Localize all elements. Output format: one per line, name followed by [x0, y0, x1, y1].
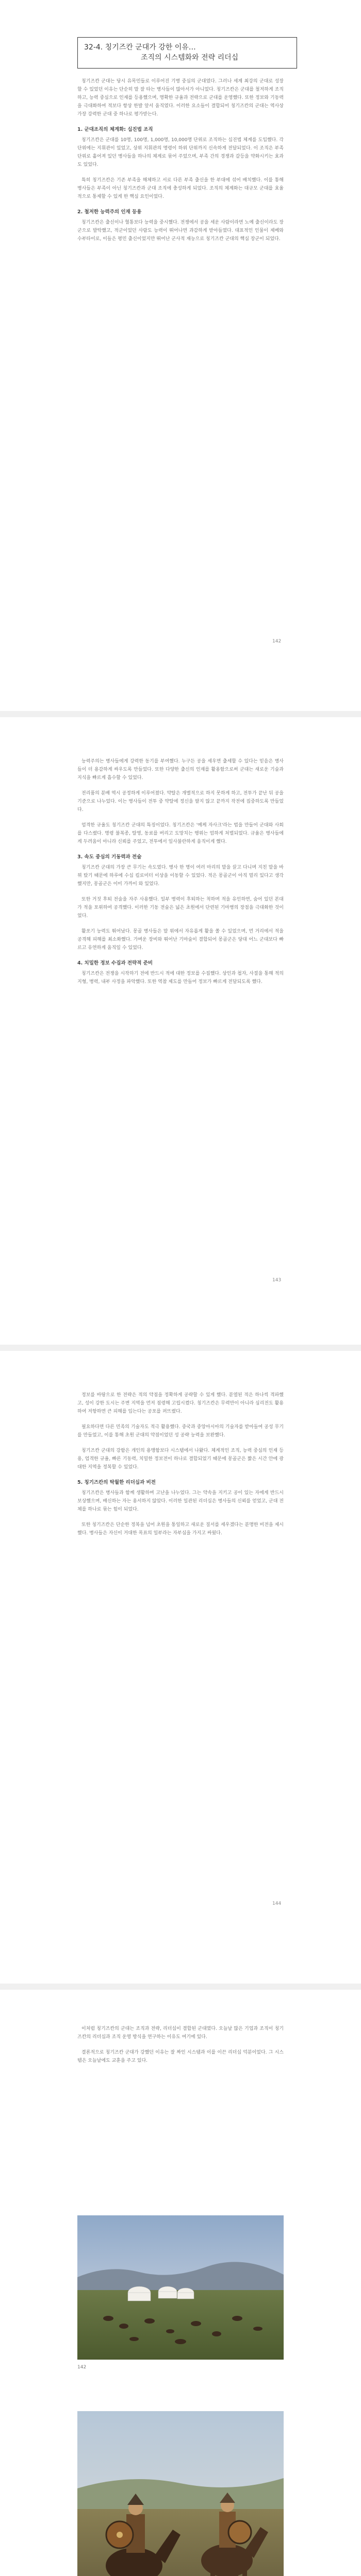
page-number: 143 [272, 1278, 282, 1283]
section-title-line2: 조직의 시스템화와 전략 리더십 [141, 53, 239, 62]
paragraph: 칭기즈칸은 전쟁을 시작하기 전에 반드시 적에 대한 정보를 수집했다. 상인과 첩자, 사절을 통해 적의 지형, 병력, 내부 사정을 파악했다. 또한 역참 제도를 만들어 정보가 빠르게 전달되도록 했다. [77, 971, 284, 985]
paragraph: 엄격한 규율도 칭기즈칸 군대의 특징이었다. 칭기즈칸은 '예케 자사크'라는 법을 만들어 군대와 사회를 다스렸다. 명령 불복종, 탈영, 동료를 버리고 도망치는 행위는 엄하게 처벌되었다. 규율은 병사들에게 두려움이 아니라 신뢰를 주었고, 전투에서 일사불란하게 움직이게 했다. [77, 823, 284, 844]
section-title-line1: 32-4. 칭기즈칸 군대가 강한 이유… [84, 43, 196, 52]
paragraph: 능력주의는 병사들에게 강력한 동기를 부여했다. 누구든 공을 세우면 출세할 수 있다는 믿음은 병사들이 더 용감하게 싸우도록 만들었다. 또한 다양한 출신의 인재를 활용함으로써 군대는 새로운 기술과 지식을 빠르게 흡수할 수 있었다. [77, 759, 284, 781]
paragraph: 또한 칭기즈칸은 단순한 정복을 넘어 초원을 통일하고 새로운 질서를 세우겠다는 분명한 비전을 제시했다. 병사들은 자신이 거대한 목표의 일부라는 자부심을 가지고 싸웠다. [77, 1522, 284, 1536]
page-gutter [0, 1345, 361, 1351]
page1-body [77, 77, 284, 250]
subheading: 4. 치밀한 정보 수집과 전략적 준비 [77, 960, 153, 966]
subheading: 2. 철저한 능력주의 인재 등용 [77, 209, 142, 215]
paragraph: 특히 칭기즈칸은 기존 부족을 해체하고 서로 다른 부족 출신을 한 부대에 섞어 배치했다. 이를 통해 병사들은 부족이 아닌 칭기즈칸과 군대 조직에 충성하게 되었다. 조직의 체계화는 대규모 군대를 효율적으로 통제할 수 있게 한 핵심 요인이었다. [77, 178, 284, 199]
paragraph: 또한 거짓 후퇴 전술을 자주 사용했다. 일부 병력이 후퇴하는 척하며 적을 유인하면, 숨어 있던 본대가 적을 포위하여 공격했다. 이러한 기동 전술은 넓은 초원에서 단련된 기마병의 장점을 극대화한 것이었다. [77, 897, 284, 919]
paragraph: 칭기즈칸 군대의 가장 큰 무기는 속도였다. 병사 한 명이 여러 마리의 말을 끌고 다니며 지친 말을 바꿔 탔기 때문에 하루에 수십 킬로미터 이상을 이동할 수 있었다. 적은 몽골군이 아직 멀리 있다고 생각했지만, 몽골군은 이미 가까이 와 있었다. [77, 865, 284, 887]
paragraph: 칭기즈칸은 출신이나 혈통보다 능력을 중시했다. 전쟁에서 공을 세운 사람이라면 노예 출신이라도 장군으로 발탁했고, 적군이었던 사람도 능력이 뛰어나면 과감하게 받아들였다. 대표적인 인물이 제베와 수부타이로, 이들은 평민 출신이었지만 뛰어난 군사적 재능으로 칭기즈칸 군대의 핵심 장군이 되었다. [77, 220, 284, 242]
photo-caption: 142 [77, 2365, 87, 2370]
paragraph: 칭기즈칸 군대는 당시 유목민들로 이루어진 기병 중심의 군대였다. 그러나 세계 최강의 군대로 성장할 수 있었던 이유는 단순히 말 잘 타는 병사들이 많아서가 아니었다. 칭기즈칸은 군대를 철저하게 조직하고, 능력 중심으로 인재를 등용했으며, 명확한 규율과 전략으로 군대를 운영했다. 또한 정보와 기동력을 극대화하여 적보다 항상 한발 앞서 움직였다. 이러한 요소들이 결합되어 칭기즈칸의 군대는 역사상 가장 강력한 군대 중 하나로 평가받는다. [77, 79, 284, 117]
page3-body [77, 1391, 284, 1545]
page-number: 144 [272, 1901, 282, 1906]
page4-body [77, 2025, 284, 2072]
subheading: 1. 군대조직의 체계화: 십진법 조직 [77, 127, 153, 132]
paragraph: 필요하다면 다른 민족의 기술자도 적극 활용했다. 중국과 중앙아시아의 기술자를 받아들여 공성 무기를 만들었고, 이를 통해 초원 군대의 약점이었던 성 공략 능력을 보완했다. [77, 1425, 284, 1438]
page-number: 142 [272, 639, 282, 644]
paragraph: 전리품의 분배 역시 공정하게 이루어졌다. 약탈은 개별적으로 하지 못하게 하고, 전투가 끝난 뒤 공을 기준으로 나누었다. 이는 병사들이 전투 중 약탈에 정신을 팔지 않고 끝까지 작전에 집중하도록 만들었다. [77, 791, 284, 812]
paragraph: 칭기즈칸은 병사들과 함께 생활하며 고난을 나누었다. 그는 약속을 지키고 공이 있는 자에게 반드시 보상했으며, 배신하는 자는 용서하지 않았다. 이러한 일관된 리더십은 병사들의 신뢰를 얻었고, 군대 전체를 하나로 묶는 힘이 되었다. [77, 1490, 284, 1512]
paragraph: 정보를 바탕으로 한 전략은 적의 약점을 정확하게 공략할 수 있게 했다. 분열된 적은 하나씩 격파했고, 성이 강한 도시는 주변 지역을 먼저 점령해 고립시켰다. 칭기즈칸은 무력만이 아니라 심리전도 활용하여 저항하면 큰 피해를 입는다는 공포를 퍼뜨렸다. [77, 1393, 284, 1414]
page-gutter [0, 711, 361, 717]
paragraph: 칭기즈칸 군대의 강함은 개인의 용맹함보다 시스템에서 나왔다. 체계적인 조직, 능력 중심의 인재 등용, 엄격한 규율, 빠른 기동력, 치밀한 정보전이 하나로 결합되었기 때문에 몽골군은 짧은 시간 안에 광대한 지역을 정복할 수 있었다. [77, 1448, 284, 1470]
steppe-landscape-photo [77, 2215, 284, 2360]
paragraph: 결론적으로 칭기즈칸 군대가 강했던 이유는 잘 짜인 시스템과 이를 이끈 리더십 덕분이었다. 그 시스템은 오늘날에도 교훈을 주고 있다. [77, 2050, 284, 2063]
paragraph: 활쏘기 능력도 뛰어났다. 몽골 병사들은 말 위에서 자유롭게 활을 쏠 수 있었으며, 먼 거리에서 적을 공격해 피해를 최소화했다. 가벼운 장비와 뛰어난 기마술이 결합되어 몽골군은 당대 어느 군대보다 빠르고 유연하게 움직일 수 있었다. [77, 929, 284, 951]
paragraph: 칭기즈칸은 군대를 10명, 100명, 1,000명, 10,000명 단위로 조직하는 십진법 체계를 도입했다. 각 단위에는 지휘관이 있었고, 상위 지휘관의 명령이 하위 단위까지 신속하게 전달되었다. 이 조직은 부족 단위로 흩어져 있던 병사들을 하나의 체계로 묶어 주었으며, 부족 간의 경쟁과 갈등을 약화시키는 효과도 있었다. [77, 138, 284, 167]
section-title [77, 37, 297, 69]
subheading: 5. 칭기즈칸의 탁월한 리더십과 비전 [77, 1480, 156, 1485]
subheading: 3. 속도 중심의 기동력과 전술 [77, 854, 142, 860]
page2-body [77, 757, 284, 993]
paragraph: 이처럼 칭기즈칸의 군대는 조직과 전략, 리더십이 결합된 군대였다. 오늘날 많은 기업과 조직이 칭기즈칸의 리더십과 조직 운영 방식을 연구하는 이유도 여기에 있다. [77, 2026, 284, 2040]
page-gutter [0, 1984, 361, 1990]
mongol-warriors-photo [77, 2411, 284, 2576]
